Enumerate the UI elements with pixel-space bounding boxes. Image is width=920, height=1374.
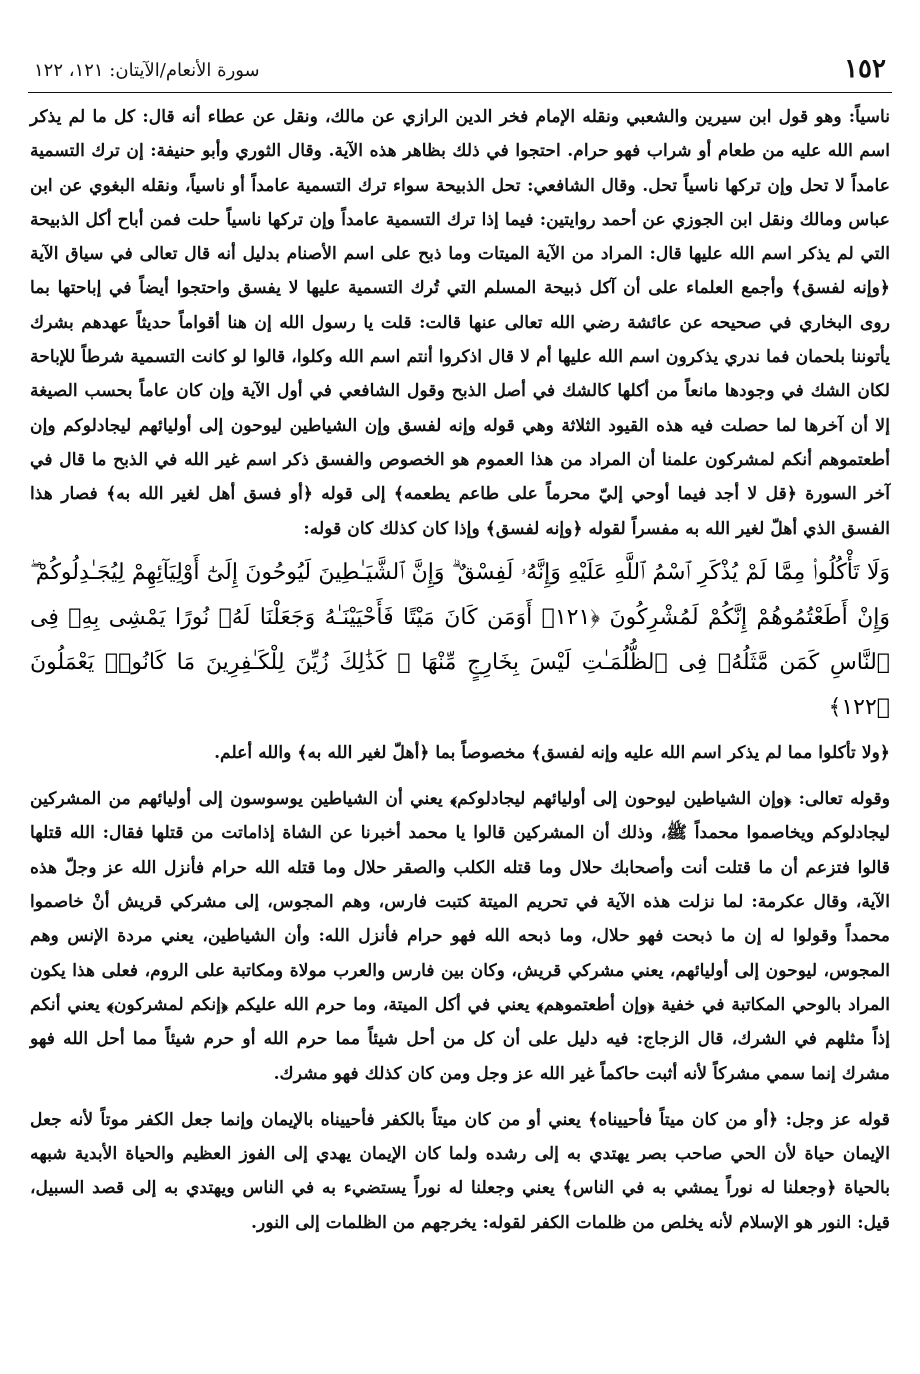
quran-verse-block: وَلَا تَأْكُلُوا۟ مِمَّا لَمْ يُذْكَرِ ٱسْمُ ٱللَّهِ عَلَيْهِ وَإِنَّهُۥ لَفِسْقٌ ۗ وَإِنَّ ٱلشَّيَـٰطِينَ لَيُوحُونَ إِلَىٰٓ أَوْلِيَآئِهِمْ لِيُجَـٰدِلُوكُمْ ۖ وَإِنْ أَطَعْتُمُوهُمْ إِنَّكُمْ لَمُشْرِكُونَ ﴿١٢١﴾ أَوَمَن كَانَ مَيْتًا فَأَحْيَيْنَـٰهُ وَجَعَلْنَا لَهُۥ نُورًا يَمْشِى بِهِۦ فِى ٱلنَّاسِ كَمَن مَّثَلُهُۥ فِى ٱلظُّلُمَـٰتِ لَيْسَ بِخَارِجٍ مِّنْهَا ۚ كَذَٰلِكَ زُيِّنَ لِلْكَـٰفِرِينَ مَا كَانُوا۟ يَعْمَلُونَ ﴿١٢٢﴾ [30, 559, 890, 720]
paragraph-commentary-1: ناسياً: وهو قول ابن سيرين والشعبي ونقله الإمام فخر الدين الرازي عن مالك، ونقل عن عطاء أنه قال: كل ما لم يذكر اسم الله عليه من طعام أو شراب فهو حرام. احتجوا في ذلك بظاهر هذه الآية. وقال الثوري وأبو حنيفة: إن ترك التسمية عامداً لا تحل وإن تركها ناسياً تحل. وقال الشافعي: تحل الذبيحة سواء ترك التسمية عامداً أو ناسياً، ونقله البغوي عن ابن عباس ومالك ونقل ابن الجوزي عن أحمد روايتين: فيما إذا ترك التسمية عامداً وإن تركها ناسياً حلت فمن أباح أكل الذبيحة التي لم يذكر اسم الله عليها قال: المراد من الآية الميتات وما ذبح على اسم الأصنام بدليل أنه قال تعالى في سياق الآية ﴿وإنه لفسق﴾ وأجمع العلماء على أن آكل ذبيحة المسلم التي تُرك التسمية عليها لا يفسق واحتجوا أيضاً في إباحتها بما روى البخاري في صحيحه عن عائشة رضي الله تعالى عنها قالت: قلت يا رسول الله إن هنا أقواماً حديثاً عهدهم بشرك يأتوننا بلحمان فما ندري يذكرون اسم الله عليها أم لا قال اذكروا أنتم اسم الله وكلوا، قالوا لو كانت التسمية شرطاً للإباحة لكان الشك في وجودها مانعاً من أكلها كالشك في أصل الذبح وقول الشافعي في أول الآية وإن كان عاماً بحسب الصيغة إلا أن آخرها لما حصلت فيه هذه القيود الثلاثة وهي قوله وإنه لفسق وإن الشياطين ليوحون إلى أوليائهم ليجادلوكم وإن أطعتموهم أنكم لمشركون علمنا أن المراد من هذا العموم هو الخصوص والفسق ذكر اسم غير الله في الذبح ما قال في آخر السورة ﴿قل لا أجد فيما أوحي إليّ محرماً على طاعم يطعمه﴾ إلى قوله ﴿أو فسق أهل لغير الله به﴾ فصار هذا الفسق الذي أهلّ لغير الله به مفسراً لقوله ﴿وإنه لفسق﴾ وإذا كان كذلك كان قوله: [30, 107, 890, 539]
page-header [28, 52, 892, 93]
page-number: ١٥٢ [844, 54, 886, 84]
page-body [30, 100, 890, 1244]
paragraph-commentary-3: وقوله تعالى: ﴿وإن الشياطين ليوحون إلى أوليائهم ليجادلوكم﴾ يعني أن الشياطين يوسوسون إلى أوليائهم من المشركين ليجادلوكم ويخاصموا محمداً ﷺ، وذلك أن المشركين قالوا يا محمد أخبرنا عن الشاة إذاماتت من قتلها فقال: الله قتلها قالوا فتزعم أن ما قتلت أنت وأصحابك حلال وما قتله الكلب والصقر حلال وما قتله الله حرام فأنزل الله عز وجلّ هذه الآية، وقال عكرمة: لما نزلت هذه الآية في تحريم الميتة كتبت فارس، وهم المجوس، إلى مشركي قريش أنْ خاصموا محمداً وقولوا له إن ما ذبحت فهو حلال، وما ذبحه الله فهو حرام فأنزل الله: وأن الشياطين، يعني مردة الإنس وهم المجوس، ليوحون إلى أوليائهم، يعني مشركي قريش، وكان بين فارس والعرب مولاة ومكاتبة على الروم، فعلى هذا يكون المراد بالوحي المكاتبة في خفية ﴿وإن أطعتموهم﴾ يعني في أكل الميتة، وما حرم الله عليكم ﴿إنكم لمشركون﴾ يعني أنكم إذاً مثلهم في الشرك، قال الزجاج: فيه دليل على أن كل من أحل شيئاً مما حرم الله أو حرم شيئاً مما أحل الله فهو مشرك إنما سمي مشركاً لأنه أثبت حاكماً غير الله عز وجل ومن كان كذلك فهو مشرك. [30, 789, 890, 1084]
paragraph-commentary-2: ﴿ولا تأكلوا مما لم يذكر اسم الله عليه وإنه لفسق﴾ مخصوصاً بما ﴿أهلّ لغير الله به﴾ والله أعلم. [214, 742, 890, 763]
running-title: سورة الأنعام/الآيتان: ١٢١، ١٢٢ [34, 60, 260, 81]
paragraph-commentary-4: قوله عز وجل: ﴿أو من كان ميتاً فأحييناه﴾ يعني أو من كان ميتاً بالكفر فأحييناه بالإيمان وإنما جعل الكفر موتاً لأنه جعل الإيمان حياة لأن الحي صاحب بصر يهتدي به إلى رشده ولما كان الإيمان يهدي إلى الفوز العظيم والحياة الأبدية شبهه بالحياة ﴿وجعلنا له نوراً يمشي به في الناس﴾ يعني وجعلنا له نوراً يستضيء به في الناس ويهتدي به إلى قصد السبيل، قيل: النور هو الإسلام لأنه يخلص من ظلمات الكفر لقوله: يخرجهم من الظلمات إلى النور. [30, 1109, 890, 1233]
